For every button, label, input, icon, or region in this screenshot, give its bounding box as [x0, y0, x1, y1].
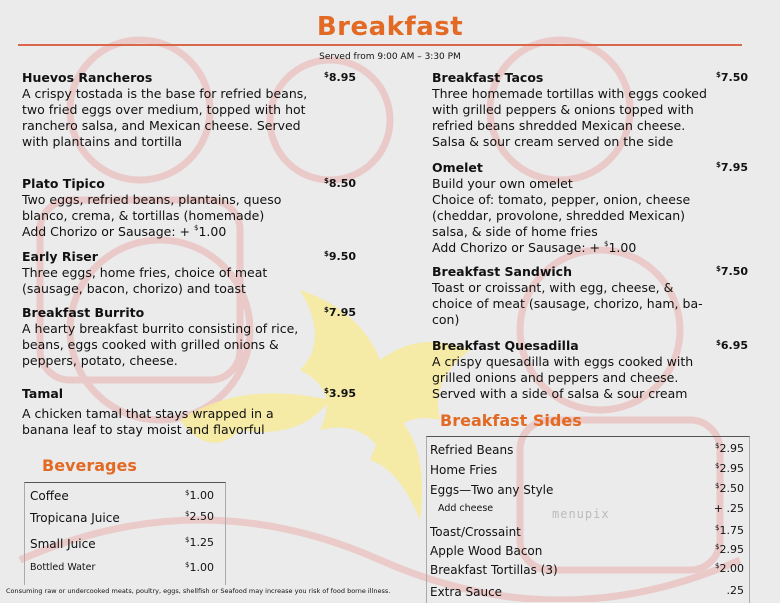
item-desc: A chicken tamal that stays wrapped in a banana leaf to stay moist and flavorful: [22, 406, 274, 437]
side-price: .25: [726, 584, 744, 597]
side-name: Apple Wood Bacon: [430, 544, 543, 558]
item-desc: A hearty breakfast burrito consisting of rice, beans, eggs cooked with grilled onions & peppers, potato, cheese.: [22, 321, 299, 368]
menu-item-tamal: [22, 386, 322, 438]
side-name: Breakfast Tortillas (3): [430, 563, 558, 577]
item-name: Huevos Rancheros: [22, 70, 153, 85]
item-desc: Three eggs, home fries, choice of meat (sausage, bacon, chorizo) and toast: [22, 265, 268, 296]
item-name: Breakfast Tacos: [432, 70, 544, 85]
item-desc: A crispy quesadilla with eggs cooked with grilled onions and peppers and cheese. Served with a side of salsa & sour cream: [432, 354, 694, 401]
watermark: menupix: [552, 507, 610, 521]
item-price: $7.95: [715, 161, 748, 174]
side-name: Eggs—Two any Style: [430, 483, 554, 497]
beverage-name: Bottled Water: [30, 562, 96, 573]
item-price: $6.95: [715, 339, 748, 352]
menu-item-breakfast-quesadilla: [432, 338, 712, 402]
menu-item-breakfast-tacos: [432, 70, 712, 150]
side-name: Add cheese: [438, 503, 494, 514]
beverage-name: Coffee: [30, 489, 69, 503]
side-price: $2.95: [715, 442, 744, 455]
item-desc: A crispy tostada is the base for refried beans, two fried eggs over medium, topped with hot ranchero salsa, and Mexican cheese. Served with plantains and tortilla: [22, 86, 308, 149]
beverage-name: Small Juice: [30, 537, 96, 551]
sides-heading: Breakfast Sides: [440, 411, 582, 430]
page-title: Breakfast: [316, 12, 464, 42]
side-name: Refried Beans: [430, 443, 514, 457]
item-price: $9.50: [323, 250, 356, 263]
served-hours: Served from 9:00 AM – 3:30 PM: [319, 52, 461, 62]
side-name: Toast/Crossaint: [430, 525, 521, 539]
item-addon: Add Chorizo or Sausage: + $1.00: [432, 240, 637, 255]
beverage-price: $1.00: [185, 489, 214, 502]
menu-item-huevos-rancheros: [22, 70, 322, 150]
item-desc: Three homemade tortillas with eggs cooked with grilled peppers & onions topped with refried beans shredded Mexican cheese. Salsa & sour cream served on the side: [432, 86, 707, 149]
beverage-name: Tropicana Juice: [30, 511, 120, 525]
menu-item-breakfast-sandwich: [432, 264, 712, 328]
menu-item-omelet: [432, 160, 712, 256]
item-price: $7.50: [715, 265, 748, 278]
side-name: Extra Sauce: [430, 585, 503, 599]
beverages-heading: Beverages: [42, 456, 137, 475]
item-name: Omelet: [432, 160, 483, 175]
food-safety-disclaimer: Consuming raw or undercooked meats, poultry, eggs, shellfish or Seafood may increase you risk of food borne illness.: [6, 587, 391, 595]
beverage-price: $2.50: [185, 510, 214, 523]
side-price: $1.75: [715, 524, 744, 537]
item-desc: Toast or croissant, with egg, cheese, & choice of meat (sausage, chorizo, ham, ba-con): [432, 280, 703, 327]
item-name: Breakfast Quesadilla: [432, 338, 579, 353]
menu-item-early-riser: [22, 249, 322, 297]
item-price: $8.50: [323, 177, 356, 190]
title-rule: [18, 44, 742, 46]
item-desc-choices: Choice of: tomato, pepper, onion, cheese (cheddar, provolone, shredded Mexican) salsa, & side of home fries: [432, 192, 691, 239]
beverage-price: $1.00: [185, 561, 214, 574]
item-name: Tamal: [22, 386, 64, 401]
side-price: $2.50: [715, 482, 744, 495]
side-price: $2.00: [715, 562, 744, 575]
item-price: $7.50: [715, 71, 748, 84]
item-name: Plato Tipico: [22, 176, 105, 191]
item-price: $7.95: [323, 306, 356, 319]
item-name: Breakfast Burrito: [22, 305, 145, 320]
side-price: $2.95: [715, 543, 744, 556]
menu-item-plato-tipico: [22, 176, 322, 240]
beverage-price: $1.25: [185, 536, 214, 549]
item-desc: Two eggs, refried beans, plantains, queso blanco, crema, & tortillas (homemade): [22, 192, 282, 223]
side-price: $2.95: [715, 462, 744, 475]
item-price: $3.95: [323, 387, 356, 400]
item-name: Early Riser: [22, 249, 98, 264]
item-name: Breakfast Sandwich: [432, 264, 572, 279]
item-addon: Add Chorizo or Sausage: + $1.00: [22, 224, 227, 239]
side-price: + .25: [713, 502, 744, 515]
side-name: Home Fries: [430, 463, 498, 477]
item-price: $8.95: [323, 71, 356, 84]
menu-item-breakfast-burrito: [22, 305, 322, 369]
item-desc: Build your own omelet: [432, 176, 573, 191]
